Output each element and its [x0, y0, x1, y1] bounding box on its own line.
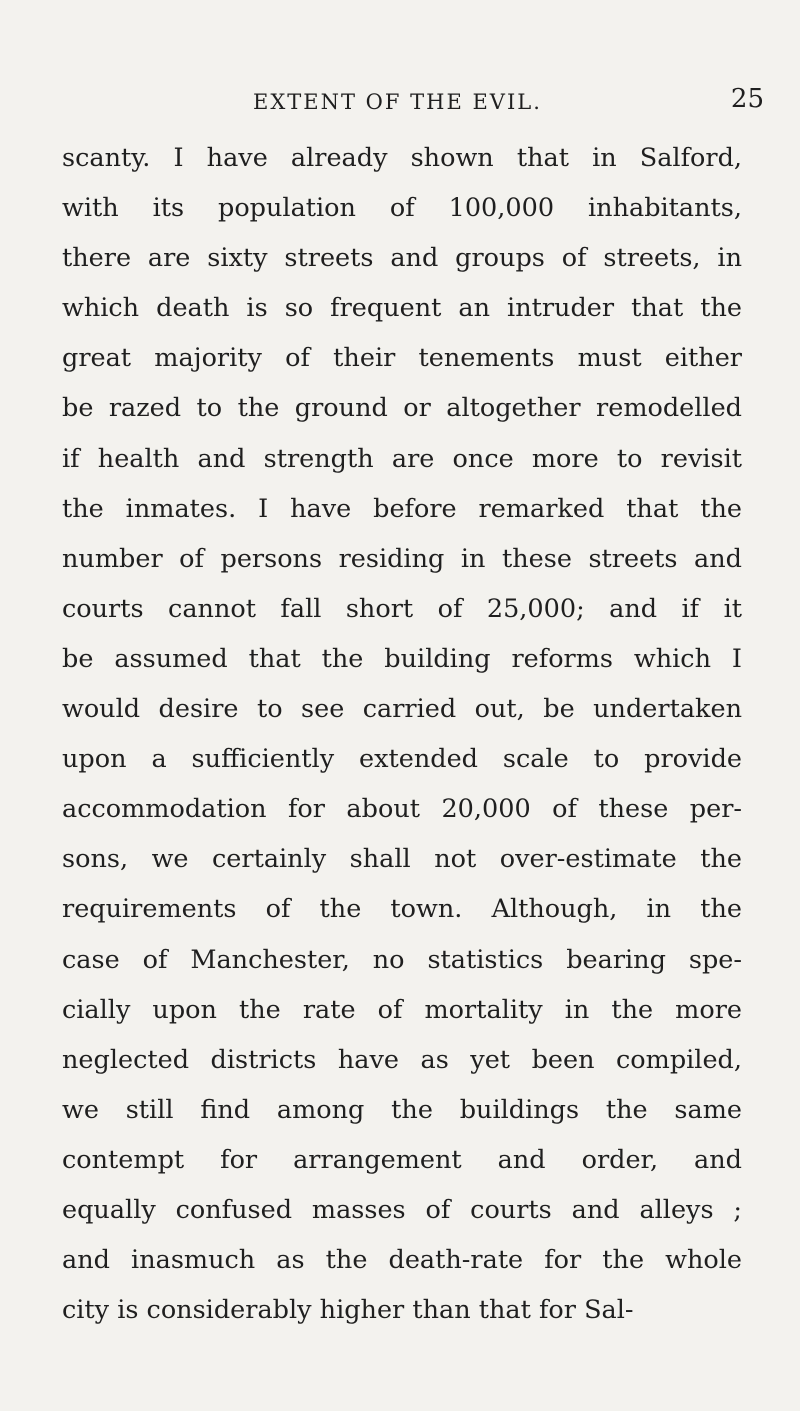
text-line: with its population of 100,000 inhabitants,	[62, 193, 742, 224]
text-line: number of persons residing in these streets and	[62, 543, 742, 574]
running-head	[0, 84, 800, 118]
text-line: case of Manchester, no statistics bearing spe-	[62, 944, 742, 975]
text-line: sons, we certainly shall not over-estimate the	[62, 844, 742, 875]
text-line: city is considerably higher than that for Sal-	[62, 1295, 634, 1326]
text-line: scanty. I have already shown that in Salford,	[62, 143, 742, 173]
text-line: equally confused masses of courts and alleys ;	[62, 1194, 742, 1225]
text-line: neglected districts have as yet been compiled,	[62, 1044, 742, 1075]
text-line: be assumed that the building reforms which I	[62, 643, 742, 674]
text-line: which death is so frequent an intruder that the	[62, 293, 742, 324]
page-number: 25	[730, 84, 764, 114]
text-line: would desire to see carried out, be undertaken	[62, 694, 742, 725]
text-line: we still find among the buildings the same	[62, 1094, 742, 1125]
text-line: great majority of their tenements must either	[62, 343, 742, 374]
text-line: courts cannot fall short of 25,000; and if it	[62, 593, 742, 624]
body-paragraph	[62, 133, 742, 1335]
text-line: if health and strength are once more to revisit	[62, 443, 742, 474]
text-line: and inasmuch as the death-rate for the whole	[62, 1245, 742, 1276]
text-line: be razed to the ground or altogether remodelled	[62, 393, 742, 424]
running-title: EXTENT OF THE EVIL.	[253, 90, 542, 114]
text-line: accommodation for about 20,000 of these per-	[62, 794, 742, 825]
text-line: the inmates. I have before remarked that the	[62, 493, 742, 524]
text-line: cially upon the rate of mortality in the more	[62, 994, 742, 1025]
text-line: upon a sufficiently extended scale to provide	[62, 744, 742, 775]
text-line: requirements of the town. Although, in the	[62, 894, 742, 925]
text-line: there are sixty streets and groups of streets, in	[62, 243, 742, 274]
text-line: contempt for arrangement and order, and	[62, 1144, 742, 1175]
